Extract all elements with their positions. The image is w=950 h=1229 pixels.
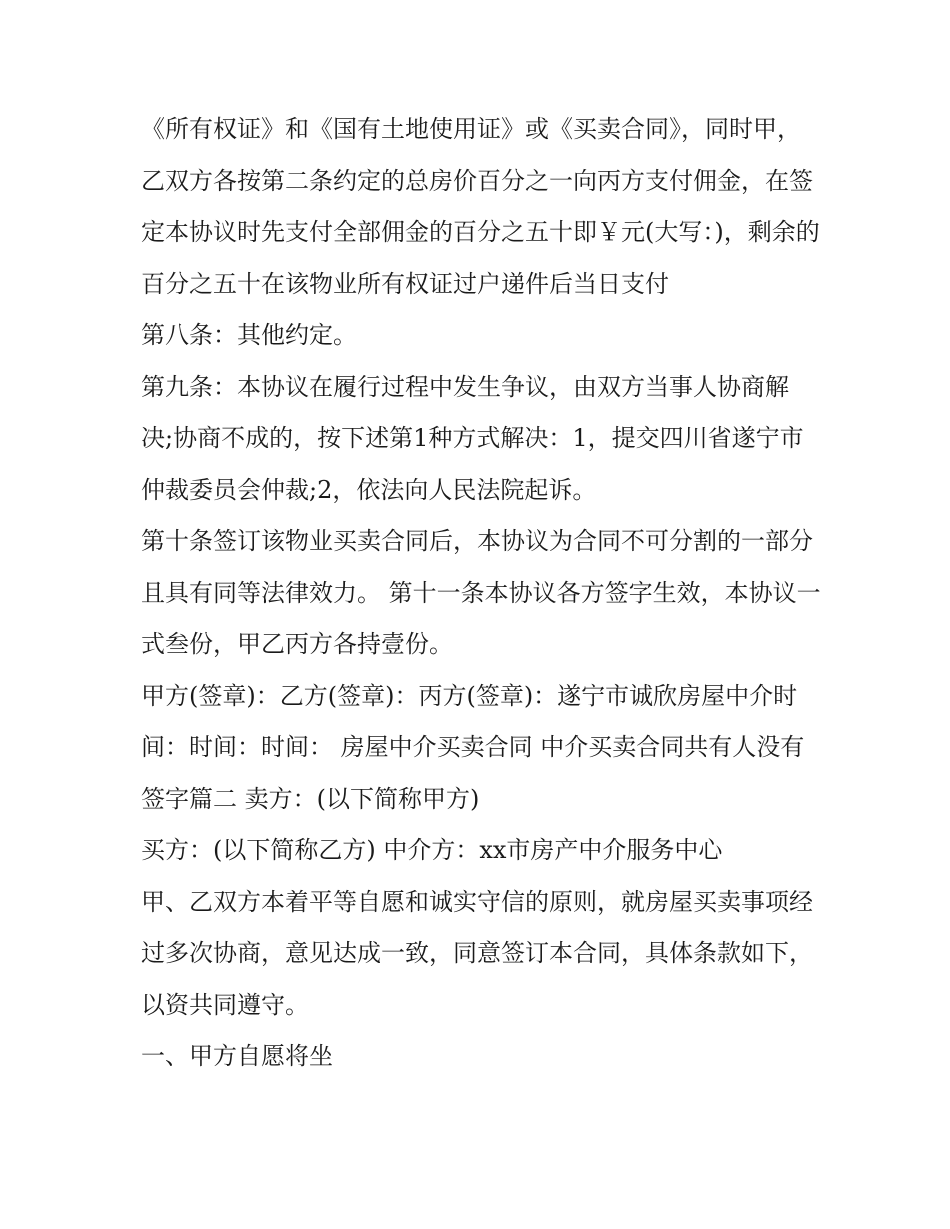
paragraph-article-9: 第九条：本协议在履行过程中发生争议，由双方当事人协商解决;协商不成的，按下述第1种方式解决：1，提交四川省遂宁市仲裁委员会仲裁;2，依法向人民法院起诉。 xyxy=(141,372,804,504)
paragraph-article-10-11: 第十条签订该物业买卖合同后，本协议为合同不可分割的一部分且具有同等法律效力。 第十一条本协议各方签字生效，本协议一式叁份，甲乙丙方各持壹份。 xyxy=(141,527,821,658)
paragraph-commission-payment: 《所有权证》和《国有土地使用证》或《买卖合同》，同时甲，乙双方各按第二条约定的总房价百分之一向丙方支付佣金，在签定本协议时先支付全部佣金的百分之五十即￥元(大写：)，剩余的百分之五十在该物业所有权证过户递件后当日支付 xyxy=(141,115,820,298)
paragraph-article-8: 第八条：其他约定。 xyxy=(141,321,357,349)
paragraph-section-1: 一、甲方自愿将坐 xyxy=(141,1042,333,1070)
paragraph-parties: 买方：(以下简称乙方) 中介方：xx市房产中介服务中心 xyxy=(141,836,723,864)
document-body xyxy=(141,104,821,1083)
paragraph-signatures: 甲方(签章)：乙方(签章)：丙方(签章)：遂宁市诚欣房屋中介时间：时间：时间： 房屋中介买卖合同 中介买卖合同共有人没有签字篇二 卖方：(以下简称甲方) xyxy=(141,681,805,813)
paragraph-principles: 甲、乙双方本着平等自愿和诚实守信的原则，就房屋买卖事项经过多次协商，意见达成一致，同意签订本合同，具体条款如下，以资共同遵守。 xyxy=(141,887,813,1019)
